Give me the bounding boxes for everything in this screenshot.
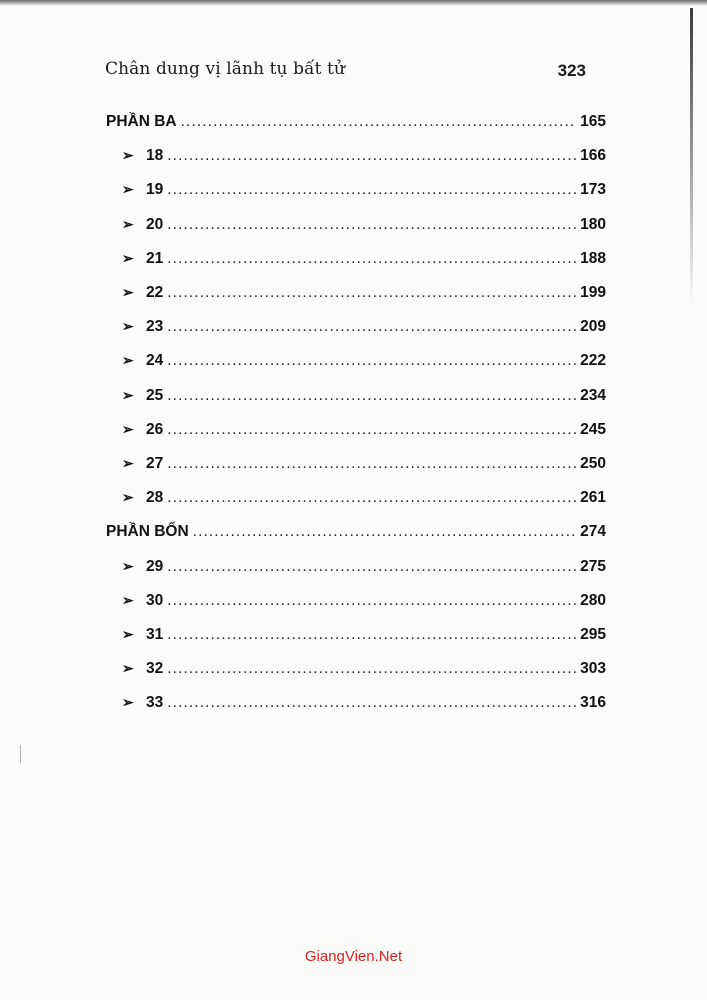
toc-chapter-entry bbox=[122, 455, 606, 481]
toc-dot-leader bbox=[167, 660, 576, 678]
toc-entry-label: 24 bbox=[146, 352, 164, 370]
toc-entry-label: PHẦN BỐN bbox=[106, 523, 189, 541]
toc-entry-label: 31 bbox=[146, 626, 164, 643]
arrowhead-bullet-icon: ➢ bbox=[122, 455, 134, 471]
toc-entry-label: 27 bbox=[146, 455, 164, 472]
toc-entry-label: 25 bbox=[146, 386, 164, 404]
toc-entry-label: 33 bbox=[146, 694, 164, 712]
toc-entry-page-number: 280 bbox=[580, 591, 606, 609]
toc-dot-leader bbox=[167, 181, 576, 199]
toc-entry-label: 29 bbox=[146, 557, 164, 575]
toc-entry-page-number: 173 bbox=[580, 181, 606, 199]
toc-dot-leader bbox=[167, 387, 576, 405]
toc-entry-label: 19 bbox=[146, 181, 164, 199]
toc-chapter-entry bbox=[122, 318, 606, 344]
toc-entry-label: 32 bbox=[146, 660, 164, 678]
toc-entry-page-number: 295 bbox=[580, 626, 606, 643]
arrowhead-bullet-icon: ➢ bbox=[122, 626, 134, 642]
toc-chapter-entry bbox=[122, 181, 606, 207]
toc-dot-leader bbox=[167, 284, 576, 302]
toc-dot-leader bbox=[167, 558, 576, 576]
toc-dot-leader bbox=[193, 523, 576, 541]
toc-entry-page-number: 180 bbox=[580, 215, 606, 233]
arrowhead-bullet-icon: ➢ bbox=[122, 557, 134, 574]
toc-entry-label: 18 bbox=[146, 147, 164, 165]
toc-entry-page-number: 250 bbox=[580, 455, 606, 472]
toc-chapter-entry bbox=[122, 592, 606, 618]
page-top-edge-shadow bbox=[0, 0, 707, 6]
toc-entry-page-number: 199 bbox=[580, 284, 606, 301]
toc-dot-leader bbox=[167, 250, 576, 268]
arrowhead-bullet-icon: ➢ bbox=[122, 489, 134, 506]
arrowhead-bullet-icon: ➢ bbox=[122, 318, 134, 335]
toc-chapter-entry bbox=[122, 694, 606, 720]
watermark-text: GiangVien.Net bbox=[304, 948, 403, 965]
arrowhead-bullet-icon: ➢ bbox=[122, 284, 134, 300]
page-left-edge-mark bbox=[20, 745, 21, 763]
toc-chapter-entry bbox=[122, 216, 606, 242]
toc-dot-leader bbox=[181, 113, 577, 131]
toc-chapter-entry bbox=[122, 489, 606, 515]
toc-entry-label: 28 bbox=[146, 489, 164, 507]
toc-entry-label: 30 bbox=[146, 591, 164, 609]
toc-dot-leader bbox=[167, 489, 576, 507]
toc-chapter-entry bbox=[122, 250, 606, 276]
toc-entry-page-number: 209 bbox=[580, 318, 606, 336]
toc-entry-page-number: 261 bbox=[580, 489, 606, 507]
toc-chapter-entry bbox=[122, 421, 606, 447]
toc-entry-label: 21 bbox=[146, 249, 164, 267]
arrowhead-bullet-icon: ➢ bbox=[122, 420, 134, 437]
toc-dot-leader bbox=[167, 592, 576, 610]
arrowhead-bullet-icon: ➢ bbox=[122, 215, 134, 232]
arrowhead-bullet-icon: ➢ bbox=[122, 181, 134, 198]
arrowhead-bullet-icon: ➢ bbox=[122, 386, 134, 403]
toc-dot-leader bbox=[167, 147, 576, 165]
toc-entry-label: 22 bbox=[146, 284, 164, 301]
toc-dot-leader bbox=[167, 455, 576, 473]
toc-entry-page-number: 303 bbox=[580, 660, 606, 678]
running-header-title: Chân dung vị lãnh tụ bất tử bbox=[105, 59, 346, 79]
arrowhead-bullet-icon: ➢ bbox=[122, 249, 134, 266]
toc-entry-page-number: 234 bbox=[580, 386, 606, 404]
toc-entry-page-number: 245 bbox=[580, 420, 606, 438]
toc-chapter-entry bbox=[122, 147, 606, 173]
toc-entry-label: PHẦN BA bbox=[106, 113, 177, 130]
toc-dot-leader bbox=[167, 216, 576, 234]
toc-entry-page-number: 166 bbox=[580, 147, 606, 165]
toc-dot-leader bbox=[167, 626, 576, 644]
toc-dot-leader bbox=[167, 318, 576, 336]
arrowhead-bullet-icon: ➢ bbox=[122, 660, 134, 677]
toc-chapter-entry bbox=[122, 558, 606, 584]
toc-entry-page-number: 274 bbox=[580, 523, 606, 541]
page-right-edge-shadow bbox=[690, 8, 693, 308]
arrowhead-bullet-icon: ➢ bbox=[122, 591, 134, 608]
arrowhead-bullet-icon: ➢ bbox=[122, 694, 134, 711]
toc-entry-page-number: 316 bbox=[580, 694, 606, 712]
toc-part-entry bbox=[106, 523, 606, 549]
toc-entry-label: 26 bbox=[146, 420, 164, 438]
toc-entry-page-number: 222 bbox=[580, 352, 606, 370]
toc-entry-label: 20 bbox=[146, 215, 164, 233]
toc-entry-page-number: 165 bbox=[580, 113, 606, 130]
toc-chapter-entry bbox=[122, 284, 606, 310]
toc-part-entry bbox=[106, 113, 606, 139]
arrowhead-bullet-icon: ➢ bbox=[122, 352, 134, 369]
arrowhead-bullet-icon: ➢ bbox=[122, 147, 134, 164]
toc-entry-page-number: 275 bbox=[580, 557, 606, 575]
toc-entry-page-number: 188 bbox=[580, 249, 606, 267]
running-header-page-number: 323 bbox=[557, 61, 586, 80]
toc-dot-leader bbox=[167, 421, 576, 439]
toc-dot-leader bbox=[167, 352, 576, 370]
toc-chapter-entry bbox=[122, 660, 606, 686]
toc-chapter-entry bbox=[122, 626, 606, 652]
toc-entry-label: 23 bbox=[146, 318, 164, 336]
toc-dot-leader bbox=[167, 694, 576, 712]
toc-chapter-entry bbox=[122, 387, 606, 413]
toc-chapter-entry bbox=[122, 352, 606, 378]
